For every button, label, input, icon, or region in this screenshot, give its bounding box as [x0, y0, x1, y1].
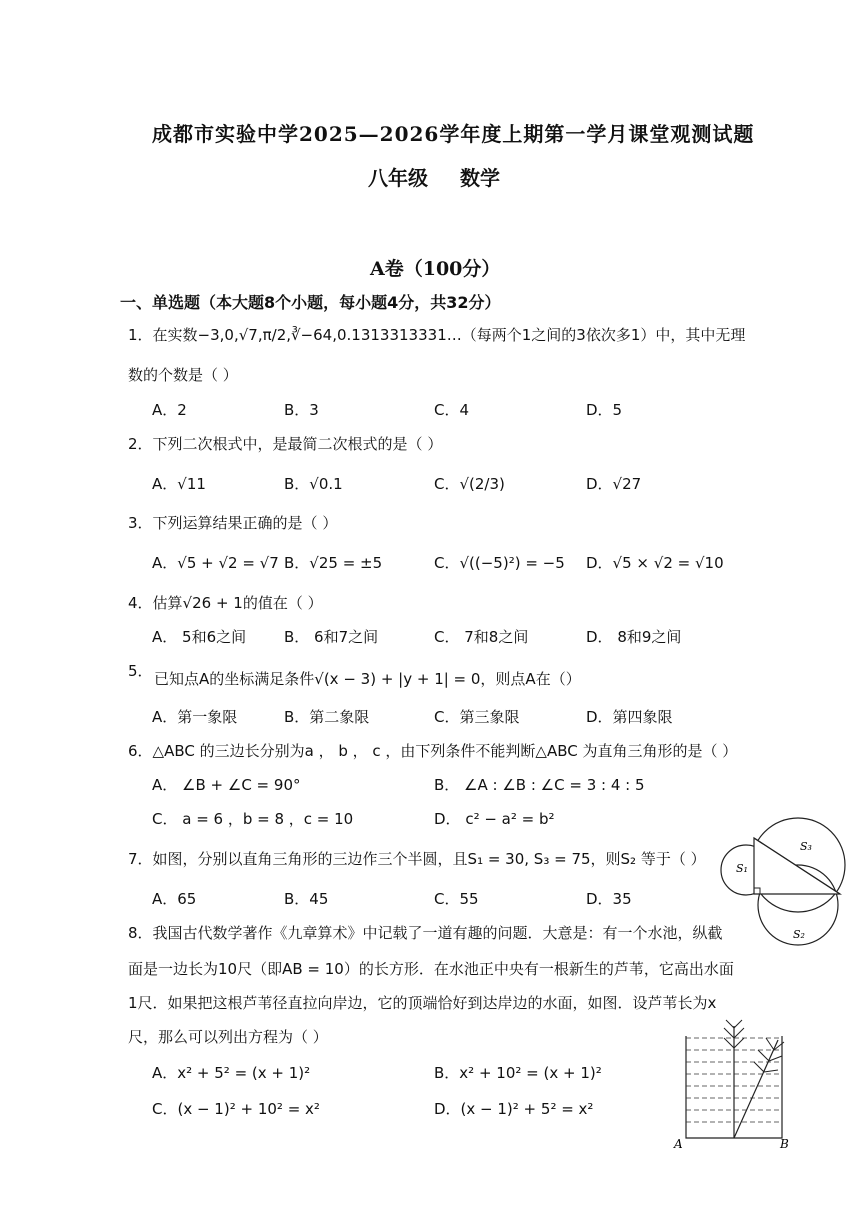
question-3-option-b[interactable]: B．√25 = ±5 [284, 554, 383, 572]
question-5-number: 5． [128, 662, 153, 680]
question-3-line-1 [128, 512, 337, 533]
question-1-option-d[interactable]: D．5 [586, 401, 623, 419]
question-8-number: 8． [128, 924, 153, 942]
question-8-line-1 [128, 922, 723, 943]
question-1-option-a[interactable]: A．2 [152, 401, 187, 419]
reed-leaning [734, 1040, 778, 1138]
grade-label: 八年级 [368, 166, 428, 190]
question-3-number: 3． [128, 514, 153, 532]
question-8-option-c[interactable]: C．(x − 1)² + 10² = x² [152, 1100, 320, 1118]
question-8-option-d[interactable]: D．(x − 1)² + 5² = x² [434, 1100, 594, 1118]
question-6-number: 6． [128, 742, 153, 760]
question-6-text: △ABC 的三边长分别为a ， b ， c ，由下列条件不能判断△ABC 为直角三角形的是（ ） [152, 742, 738, 760]
question-4-option-d[interactable]: D． 8和9之间 [586, 628, 682, 646]
question-4-option-c[interactable]: C． 7和8之间 [434, 628, 529, 646]
reed-leaves-leaning [754, 1038, 784, 1072]
question-2-text: 下列二次根式中，是最简二次根式的是（ ） [152, 435, 443, 453]
paper-title: 成都市实验中学2025—2026学年度上期第一学月课堂观测试题 [152, 122, 755, 146]
label-s2: S₂ [793, 928, 805, 941]
question-4-line-1 [128, 592, 323, 613]
section-1-heading: 一、单选题（本大题8个小题，每小题4分，共32分） [120, 293, 501, 312]
question-7-option-c[interactable]: C．55 [434, 890, 479, 908]
question-2-option-a[interactable]: A．√11 [152, 475, 206, 493]
question-5-option-a[interactable]: A．第一象限 [152, 708, 238, 726]
question-6-option-d[interactable]: D． c² − a² = b² [434, 810, 555, 828]
subject-label: 数学 [460, 166, 500, 190]
question-5-option-d[interactable]: D．第四象限 [586, 708, 673, 726]
question-8-option-a[interactable]: A．x² + 5² = (x + 1)² [152, 1064, 311, 1082]
question-1-number: 1． [128, 326, 153, 344]
question-3-option-c[interactable]: C．√((−5)²) = −5 [434, 554, 565, 572]
question-3-text: 下列运算结果正确的是（ ） [152, 514, 338, 532]
question-1-option-c[interactable]: C．4 [434, 401, 470, 419]
question-7-option-b[interactable]: B．45 [284, 890, 329, 908]
question-4-number: 4． [128, 594, 153, 612]
question-4-option-b[interactable]: B． 6和7之间 [284, 628, 379, 646]
question-1-option-b[interactable]: B．3 [284, 401, 319, 419]
question-8-line-2: 面是一边长为10尺（即AB = 10）的长方形．在水池正中央有一根新生的芦苇，它高出水面 [128, 960, 734, 978]
question-5-text: 已知点A的坐标满足条件√(x − 3) + |y + 1| = 0，则点A在（） [154, 670, 581, 688]
paper-a-label: A卷（100分） [370, 258, 501, 280]
question-7-line-1 [128, 848, 706, 869]
question-1-line-2: 数的个数是（ ） [128, 366, 238, 384]
question-3-option-a[interactable]: A．√5 + √2 = √7 [152, 554, 279, 572]
question-6-option-b[interactable]: B． ∠A : ∠B : ∠C = 3 : 4 : 5 [434, 776, 645, 794]
question-8-option-b[interactable]: B．x² + 10² = (x + 1)² [434, 1064, 602, 1082]
question-1-text: 在实数−3,0,√7,π/2,∛−64,0.1313313331…（每两个1之间的3依次多1）中，其中无理 [152, 326, 746, 344]
question-4-option-a[interactable]: A． 5和6之间 [152, 628, 247, 646]
question-7-text: 7．如图，分别以直角三角形的三边作三个半圆，且S₁ = 30, S₃ = 75，则S₂ 等于（ ） [128, 850, 706, 868]
question-5-option-b[interactable]: B．第二象限 [284, 708, 370, 726]
question-6-option-c[interactable]: C． a = 6 ，b = 8 ，c = 10 [152, 810, 354, 828]
question-8-text-1: 我国古代数学著作《九章算术》中记载了一道有趣的问题．大意是：有一个水池，纵截 [152, 924, 723, 942]
question-7-option-a[interactable]: A．65 [152, 890, 197, 908]
question-2-option-c[interactable]: C．√(2/3) [434, 475, 505, 493]
figure-7-semicircles [718, 810, 854, 960]
question-8-line-4: 尺，那么可以列出方程为（ ） [128, 1028, 328, 1046]
question-2-option-d[interactable]: D．√27 [586, 475, 642, 493]
label-s1: S₁ [736, 862, 748, 875]
question-6-line-1 [128, 740, 737, 761]
question-6-option-a[interactable]: A． ∠B + ∠C = 90° [152, 776, 301, 794]
label-s3: S₃ [800, 840, 812, 853]
question-4-text: 估算√26 + 1的值在（ ） [152, 594, 323, 612]
question-2-number: 2． [128, 435, 153, 453]
figure-8-reed-pond [670, 1018, 800, 1152]
question-8-line-3: 1尺．如果把这根芦苇径直拉向岸边，它的顶端恰好到达岸边的水面，如图．设芦苇长为x [128, 994, 717, 1012]
question-2-option-b[interactable]: B．√0.1 [284, 475, 343, 493]
question-1-line-1 [128, 324, 745, 345]
question-5-option-c[interactable]: C．第三象限 [434, 708, 520, 726]
question-3-option-d[interactable]: D．√5 × √2 = √10 [586, 554, 724, 572]
label-a: A [674, 1137, 683, 1151]
label-b: B [780, 1137, 789, 1151]
question-7-option-d[interactable]: D．35 [586, 890, 632, 908]
question-2-line-1 [128, 433, 442, 454]
